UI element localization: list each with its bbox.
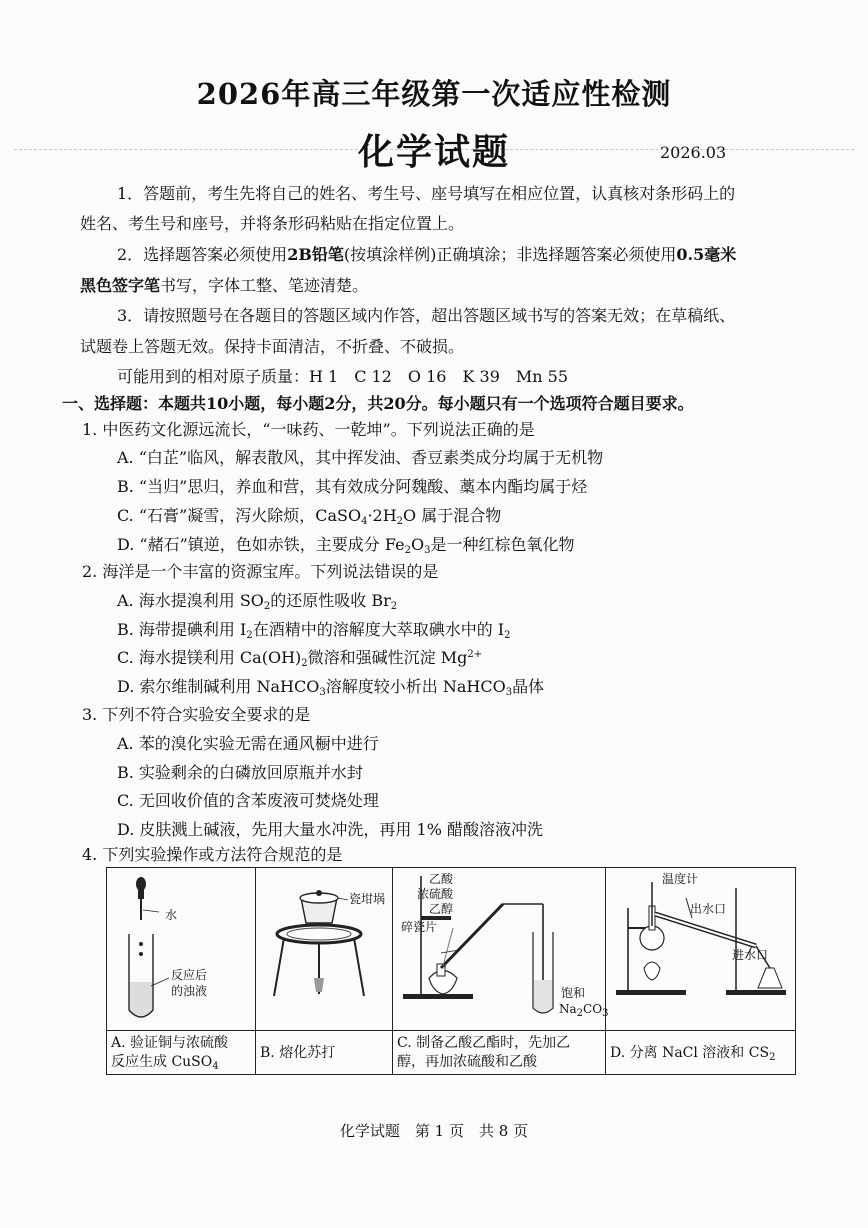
text: D. 索尔维制碱利用 NaHCO [117, 677, 320, 696]
question-3-stem: 3. 下列不符合实验安全要求的是 [82, 705, 311, 724]
question-2-stem: 2. 海洋是一个丰富的资源宝库。下列说法错误的是 [82, 562, 439, 581]
question-3-option-d: D. 皮肤溅上碱液，先用大量水冲洗，再用 1% 醋酸溶液冲洗 [117, 820, 543, 839]
notice-2-text-mid: (按填涂样例)正确填涂；非选择题答案必须使用 [343, 245, 677, 264]
notice-1-line-1: 1．答题前，考生先将自己的姓名、考生号、座号填写在相应位置，认真核对条形码上的 [117, 184, 736, 203]
text: 反应生成 CuSO [111, 1054, 213, 1070]
caption-d [606, 1030, 795, 1074]
label-water-inlet: 进水口 [732, 948, 769, 962]
subscript: 4 [361, 516, 368, 527]
question-1-option-a: A. “白芷”临风，解表散风，其中挥发油、香豆素类成分均属于无机物 [117, 448, 604, 467]
subscript: 2 [390, 601, 398, 612]
subject-title: 化学试题 [357, 131, 510, 173]
subscript: 3 [602, 1008, 609, 1019]
text: 是一种红棕色氧化物 [430, 535, 575, 554]
question-1-stem: 1. 中医药文化源远流长，“一味药、一乾坤”。下列说法正确的是 [82, 420, 535, 439]
text: 晶体 [512, 677, 545, 696]
label-turbid-1: 反应后 [171, 968, 208, 982]
text: C. 海水提镁利用 Ca(OH) [117, 648, 302, 667]
subscript: 3 [505, 687, 513, 698]
label-thermometer: 温度计 [662, 872, 699, 886]
subscript: 2 [504, 630, 511, 641]
question-2-option-b [117, 620, 511, 640]
text: C. “石膏”凝雪，泻火除烦，CaSO [117, 506, 362, 525]
caption-b: B. 熔化苏打 [256, 1030, 392, 1074]
notice-2-line-1 [117, 245, 736, 265]
question-2-option-a [117, 591, 397, 611]
label-crucible: 瓷坩埚 [349, 892, 386, 906]
figure-cell-a [107, 868, 256, 1074]
dropper-test-tube-diagram [107, 868, 256, 1030]
subscript: 2 [576, 1008, 584, 1019]
label-acetic-acid: 乙酸 [429, 872, 454, 886]
question-1-option-b: B. “当归”思归，养血和营，其有效成分阿魏酸、藁本内酯均属于烃 [117, 477, 588, 496]
caption-c [393, 1030, 605, 1074]
notice-2-bold-mm: 0.5毫米 [676, 245, 737, 264]
notice-2-bold-pencil: 2B铅笔 [287, 245, 344, 264]
text: ·2H [367, 506, 397, 525]
question-2-option-c [117, 648, 482, 668]
question-1-option-c [117, 506, 501, 526]
label-saturated: 饱和 [561, 986, 586, 1000]
subscript: 2 [769, 1052, 776, 1063]
text: B. 海带提碘利用 I [117, 620, 247, 639]
label-conc-sulfuric-acid: 浓硫酸 [417, 887, 454, 901]
question-3-option-a: A. 苯的溴化实验无需在通风橱中进行 [117, 734, 379, 753]
label-boiling-chips: 碎瓷片 [401, 920, 438, 934]
text: O [410, 535, 425, 554]
notice-2-text: 2．选择题答案必须使用 [117, 245, 288, 264]
notice-2-text-post: 书写，字体工整、笔迹清楚。 [160, 276, 369, 295]
caption-c-line-2: 醇，再加浓硫酸和乙酸 [397, 1054, 537, 1070]
exam-title: 2026年高三年级第一次适应性检测 [196, 77, 672, 111]
caption-a-line-2 [111, 1053, 251, 1072]
notice-3-line-1: 3．请按照题号在各题目的答题区域内作答，超出答题区域书写的答案无效；在草稿纸、 [117, 306, 736, 325]
notice-3-line-2: 试题卷上答题无效。保持卡面清洁，不折叠、不破损。 [80, 337, 465, 356]
subscript: 4 [212, 1061, 219, 1072]
notice-2-line-2 [80, 276, 368, 296]
subscript: 2 [301, 658, 308, 669]
question-3-option-c: C. 无回收价值的含苯废液可焚烧处理 [117, 791, 379, 810]
subscript: 2 [246, 630, 253, 641]
text: Na [559, 1002, 577, 1016]
notice-1-line-2: 姓名、考生号和座号，并将条形码粘贴在指定位置上。 [80, 214, 465, 233]
superscript: 2+ [467, 649, 483, 660]
figure-cell-d [606, 868, 795, 1074]
label-ethanol: 乙醇 [429, 902, 454, 916]
exam-date: 2026.03 [660, 143, 727, 162]
label-turbid-2: 的浊液 [171, 984, 208, 998]
label-na2co3 [559, 1002, 609, 1019]
page-footer: 化学试题 第 1 页 共 8 页 [339, 1122, 529, 1140]
text: CO [583, 1002, 603, 1016]
subscript: 2 [263, 601, 271, 612]
figure-cell-c [393, 868, 609, 1074]
text: 在酒精中的溶解度大萃取碘水中的 I [252, 620, 505, 639]
text: O 属于混合物 [403, 506, 502, 525]
notice-2-bold-pen: 黑色签字笔 [80, 276, 161, 295]
text: D. “赭石”镇逆，色如赤铁，主要成分 Fe [117, 535, 405, 554]
section-1-heading: 一、选择题：本题共10小题，每小题2分，共20分。每小题只有一个选项符合题目要求。 [62, 394, 694, 413]
figure-cell-b [256, 868, 393, 1074]
label-water-outlet: 出水口 [690, 902, 727, 916]
text: D. 分离 NaCl 溶液和 CS [610, 1045, 770, 1061]
question-4-figure-table [106, 867, 796, 1075]
subscript: 3 [319, 687, 326, 698]
question-1-option-d [117, 535, 574, 555]
subscript: 2 [396, 516, 404, 527]
caption-c-line-1: C. 制备乙酸乙酯时，先加乙 [397, 1035, 571, 1051]
caption-a-line-1: A. 验证铜与浓硫酸 [111, 1035, 229, 1051]
text: A. 海水提溴利用 SO [117, 591, 264, 610]
question-2-option-d [117, 677, 544, 697]
text: 的还原性吸收 Br [270, 591, 391, 610]
subscript: 3 [424, 545, 431, 556]
caption-a [107, 1030, 255, 1074]
text: 微溶和强碱性沉淀 Mg [307, 648, 468, 667]
subscript: 2 [404, 545, 411, 556]
text: 溶解度较小析出 NaHCO [325, 677, 506, 696]
label-water: 水 [165, 908, 178, 922]
atomic-mass-line: 可能用到的相对原子质量：H 1 C 12 O 16 K 39 Mn 55 [117, 367, 569, 386]
question-3-option-b: B. 实验剩余的白磷放回原瓶并水封 [117, 763, 363, 782]
question-4-stem: 4. 下列实验操作或方法符合规范的是 [82, 845, 343, 864]
